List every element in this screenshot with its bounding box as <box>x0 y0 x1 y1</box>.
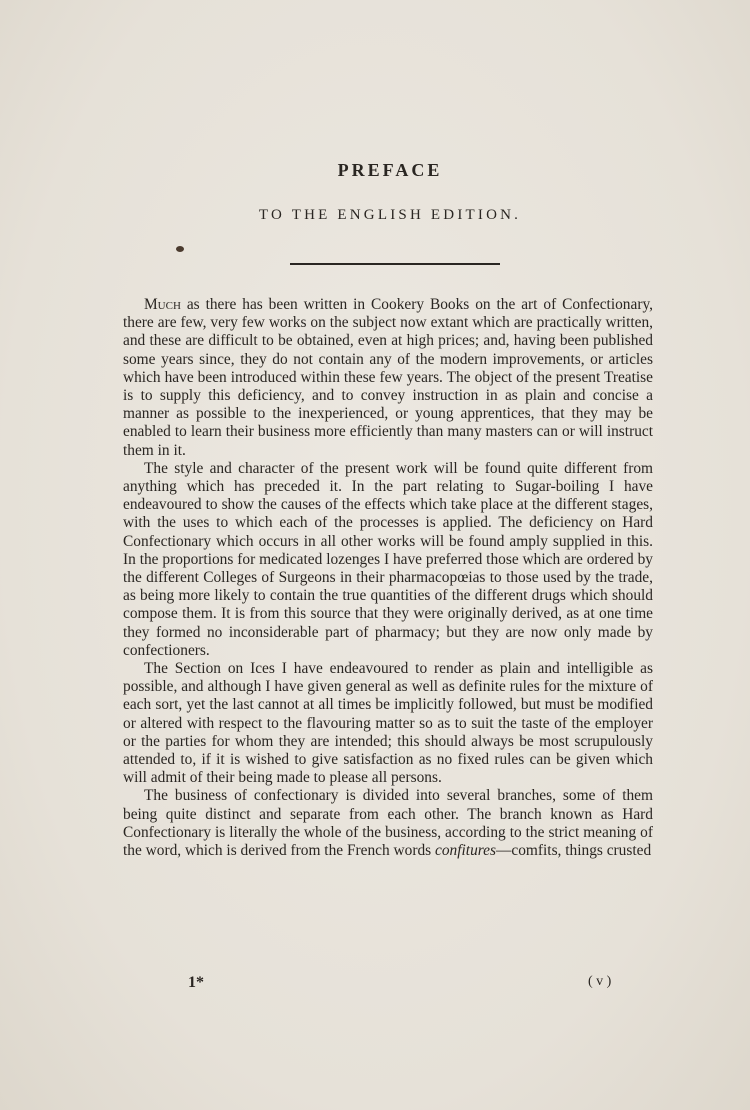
paragraph-1-text: as there has been written in Cookery Books on the art of Confectionary, there are few, very few works on the subject now extant which are practically written, and these are difficult to be obtained, even at high prices; and, having been published some years since, they do not contain any of the modern improvements, or articles which have been introduced within these few years. The object of the present Treatise is to supply this deficiency, and to convey instruction in as plain and concise a manner as possible to the inexperienced, or young apprentices, that they may be enabled to learn their business more efficiently than many masters can or will instruct them in it. <box>123 296 653 459</box>
page-number: ( v ) <box>588 974 612 989</box>
signature-mark: 1* <box>188 974 204 991</box>
ink-spot <box>176 246 184 252</box>
body-text <box>123 296 653 860</box>
paragraph-4-text-before: The business of confectionary is divided into several branches, some of them being quite distinct and separate from each other. The branch known as Hard Confectionary is literally the whole of the business, according to the strict meaning of the word, which is derived from the French words <box>123 787 653 860</box>
paragraph-4-text-after: —comfits, things crusted <box>496 842 652 860</box>
paragraph-4-italic: confitures <box>435 842 496 860</box>
paragraph-4 <box>123 787 653 860</box>
paragraph-3: The Section on Ices I have endeavoured to render as plain and intelligible as possible, and although I have given general as well as definite rules for the mixture of each sort, yet the last cannot at all times be implicitly followed, but must be modified or altered with respect to the flavouring matter so as to suit the taste of the employer or the parties for whom they are intended; this should always be most scrupulously attended to, if it is wished to give satisfaction as no fixed rules can be given which will admit of their being made to please all persons. <box>123 660 653 787</box>
page-subtitle: TO THE ENGLISH EDITION. <box>258 207 522 223</box>
paragraph-2: The style and character of the present work will be found quite different from anything which has preceded it. In the part relating to Sugar-boiling I have endeavoured to show the causes of the effects which take place at the different stages, with the uses to which each of the processes is applied. The deficiency on Hard Confectionary which occurs in all other works will be found amply supplied in this. In the proportions for medicated lozenges I have preferred those which are ordered by the different Colleges of Surgeons in their pharmacopœias to those used by the trade, as being more likely to contain the true quantities of the different drugs which should compose them. It is from this source that they were originally derived, as at one time they formed no inconsiderable part of pharmacy; but they are now only made by confectioners. <box>123 459 653 659</box>
paragraph-1 <box>123 296 653 460</box>
drop-word: Much <box>144 296 181 313</box>
title-rule <box>290 263 500 265</box>
page-title: PREFACE <box>337 160 443 180</box>
